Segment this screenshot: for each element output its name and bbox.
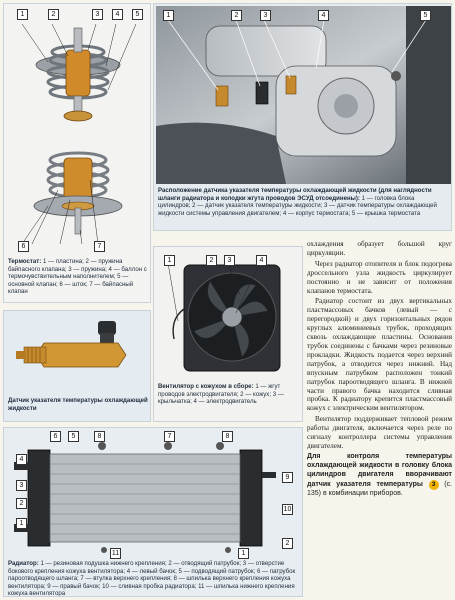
callout-4: 4	[318, 10, 329, 21]
sensor-location-caption-body: 1 — головка блока цилиндров; 2 — датчик указателя температуры жидкости; 3 — датчик температуры охлаждающей жидкости системы управления двигателем; 4 — корпус термостата; 5 — крышка термостата	[158, 194, 437, 217]
warning-paragraph	[307, 453, 452, 499]
sensor-location-caption-title: Расположение датчика указателя температуры охлаждающей жидкости (для наглядности шланги радиатора и колодки жгута проводов ЭСУД отсоединены):	[158, 187, 432, 202]
callout-3: 3	[224, 255, 235, 266]
callout-9: 9	[282, 472, 293, 483]
callout-8: 8	[94, 431, 105, 442]
radiator-caption-body: 1 — резиновая подушка нижнего крепления; 2 — отводящий патрубок; 3 — отверстие бокового крепления кожуха вентилятора; 4 — левый бачок; 5 — подводящий патрубок; 6 — патрубок пароотводящего шланга; 7 — втулка верхнего крепления; 8 — шпилька верхнего крепления кожуха вентилятора; 9 — правый бачок; 10 — сливная пробка радиатора; 11 — шпилька нижнего крепления кожуха вентилятора	[8, 560, 296, 597]
radiator-caption-title: Радиатор:	[8, 560, 39, 567]
engine-photo	[156, 6, 451, 184]
callout-1: 1	[164, 255, 175, 266]
callout-2: 2	[206, 255, 217, 266]
fan-caption-body: 1 — жгут проводов электродвигателя; 2 — кожух; 3 — крыльчатка; 4 — электродвигатель	[158, 383, 284, 406]
callout-1: 1	[163, 10, 174, 21]
thermostat-caption-title: Термостат:	[8, 258, 42, 265]
thermostat-caption	[8, 258, 148, 296]
callout-6: 6	[18, 241, 29, 252]
thermostat-panel	[3, 3, 151, 303]
callout-2: 2	[231, 10, 242, 21]
thermostat-photo	[8, 10, 148, 250]
warning-text: Для контроля температуры охлаждающей жидкости в головку блока цилиндров двигателя вворачивают датчик указателя температуры	[307, 452, 452, 488]
sensor-photo	[14, 315, 142, 393]
sensor-location-panel	[153, 3, 452, 231]
paragraph: Через радиатор отопителя и блок подогрева дроссельного узла жидкость циркулирует постоянно и не зависит от положения клапанов термостата.	[307, 259, 452, 295]
radiator-photo	[8, 432, 300, 556]
page-ref-badge: 3	[429, 480, 439, 490]
callout-1b: 1	[238, 548, 249, 559]
callout-8b: 8	[222, 431, 233, 442]
body-text	[307, 240, 452, 500]
callout-4: 4	[256, 255, 267, 266]
callout-2: 2	[48, 9, 59, 20]
sensor-caption: Датчик указателя температуры охлаждающей жидкости	[8, 397, 148, 412]
fan-panel	[153, 246, 303, 422]
callout-5: 5	[420, 10, 431, 21]
callout-3: 3	[16, 480, 27, 491]
paragraph: Вентилятор поддерживает тепловой режим работы двигателя, включается через реле по сигналу контроллера системы управления двигателем.	[307, 415, 452, 450]
callout-1: 1	[16, 518, 27, 529]
callout-3: 3	[92, 9, 103, 20]
sensor-panel	[3, 310, 151, 422]
paragraph: охлаждения образует большой круг циркуляции.	[307, 240, 452, 257]
callout-4: 4	[112, 9, 123, 20]
callout-2: 2	[16, 498, 27, 509]
callout-2b: 2	[282, 538, 293, 549]
callout-5: 5	[68, 431, 79, 442]
fan-caption-title: Вентилятор с кожухом в сборе:	[158, 383, 254, 390]
callout-11: 11	[111, 550, 120, 557]
callout-6: 6	[50, 431, 61, 442]
thermostat-caption-body: 1 — пластина; 2 — пружина байпасного клапана; 3 — пружина; 4 — баллон с термочувствительным наполнителем; 5 — основной клапан; 6 — шток; 7 — байпасный клапан	[8, 258, 147, 296]
radiator-caption	[8, 560, 300, 597]
callout-7: 7	[94, 241, 105, 252]
radiator-panel	[3, 427, 303, 597]
callout-4: 4	[16, 454, 27, 465]
callout-3: 3	[260, 10, 271, 21]
fan-caption	[158, 383, 300, 406]
paragraph: Радиатор состоит из двух вертикальных пластмассовых бачков (левый — с перегородкой) и двух горизонтальных рядов круглых алюминиевых трубок, проходящих сквозь охлаждающие пластины. Основания трубок соединены с бачками через резиновые прокладки. Жидкость подается через верхний патрубок, а отводится через нижний. Над впускным патрубком расположен тонкий патрубок пароотводящего шланга. В нижней части правого бачка находится сливная пробка. К радиатору крепится пластмассовый кожух с электрическим вентилятором.	[307, 297, 452, 413]
callout-5: 5	[132, 9, 143, 20]
callout-1: 1	[17, 9, 28, 20]
callout-10: 10	[283, 506, 292, 513]
sensor-location-caption	[158, 187, 448, 217]
fan-photo	[164, 259, 296, 377]
warning-suffix: (с. 135) в комбинации приборов.	[307, 480, 453, 497]
callout-7: 7	[164, 431, 175, 442]
